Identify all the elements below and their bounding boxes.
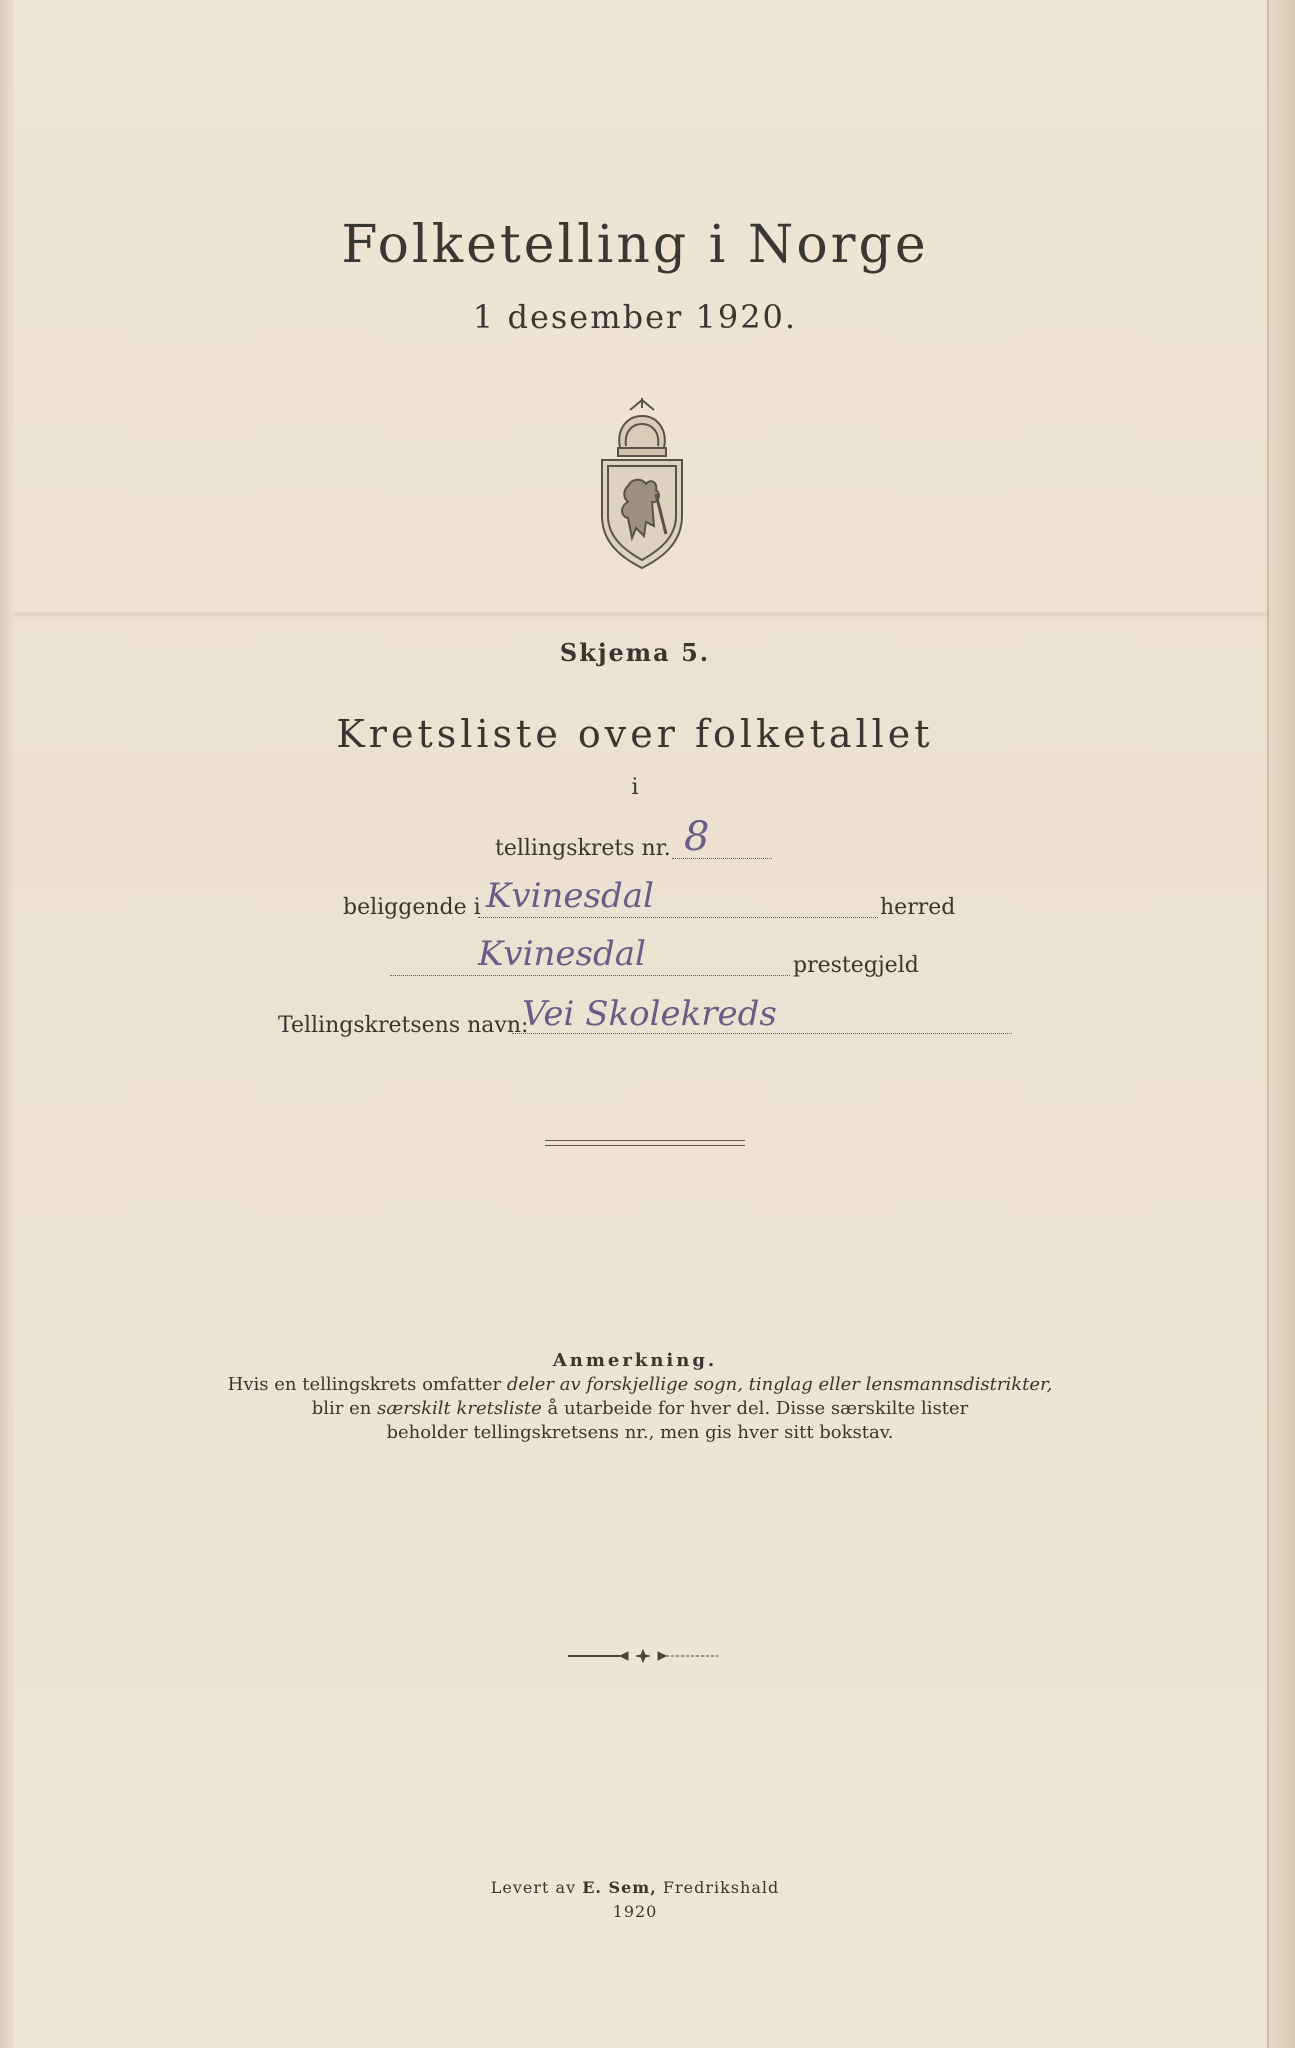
prestegjeld-label: prestegjeld (793, 953, 919, 978)
beliggende-label: beliggende i (343, 895, 481, 920)
beliggende-line (478, 917, 878, 918)
document-title: Folketelling i Norge (341, 215, 929, 275)
note-line-2-italic: særskilt kretsliste (377, 1398, 542, 1419)
coat-of-arms-icon (592, 398, 692, 570)
printer-year: 1920 (612, 1902, 658, 1921)
note-line-2-text-a: blir en (311, 1398, 378, 1419)
section-divider (545, 1140, 745, 1146)
note-line-1-text: Hvis en tellingskrets omfatter (227, 1374, 507, 1395)
beliggende-value: Kvinesdal (486, 876, 654, 916)
tellingskrets-label: tellingskrets nr. (495, 836, 671, 861)
prestegjeld-line (390, 975, 790, 976)
tellingskrets-value: 8 (684, 814, 710, 860)
document-date: 1 desember 1920. (472, 298, 798, 336)
printer-text-a: Levert av (490, 1878, 583, 1897)
form-heading: Kretsliste over folketallet (336, 712, 934, 756)
note-heading: Anmerkning. (552, 1350, 718, 1371)
note-line-1-italic: deler av forskjellige sogn, tinglag eller lensmannsdistrikter, (506, 1374, 1053, 1395)
navn-value: Vei Skolekreds (522, 994, 777, 1034)
note-line-3: beholder tellingskretsens nr., men gis hver sitt bokstav. (386, 1422, 894, 1443)
printer-text-b: Fredrikshald (656, 1878, 780, 1897)
note-line-1 (0, 1374, 1280, 1395)
herred-label: herred (880, 895, 956, 920)
note-line-2 (0, 1398, 1280, 1419)
printer-name: E. Sem, (582, 1878, 657, 1897)
note-line-2-text-b: å utarbeide for hver del. Disse særskilte lister (541, 1398, 969, 1419)
printer-credit (0, 1878, 1270, 1897)
ornament-icon (568, 1648, 718, 1664)
schema-label: Skjema 5. (559, 638, 711, 667)
prestegjeld-value: Kvinesdal (478, 934, 646, 974)
preposition: i (631, 775, 639, 800)
paper-fold (14, 610, 1269, 618)
navn-label: Tellingskretsens navn: (278, 1013, 529, 1038)
page-edge-right (1267, 0, 1295, 2048)
